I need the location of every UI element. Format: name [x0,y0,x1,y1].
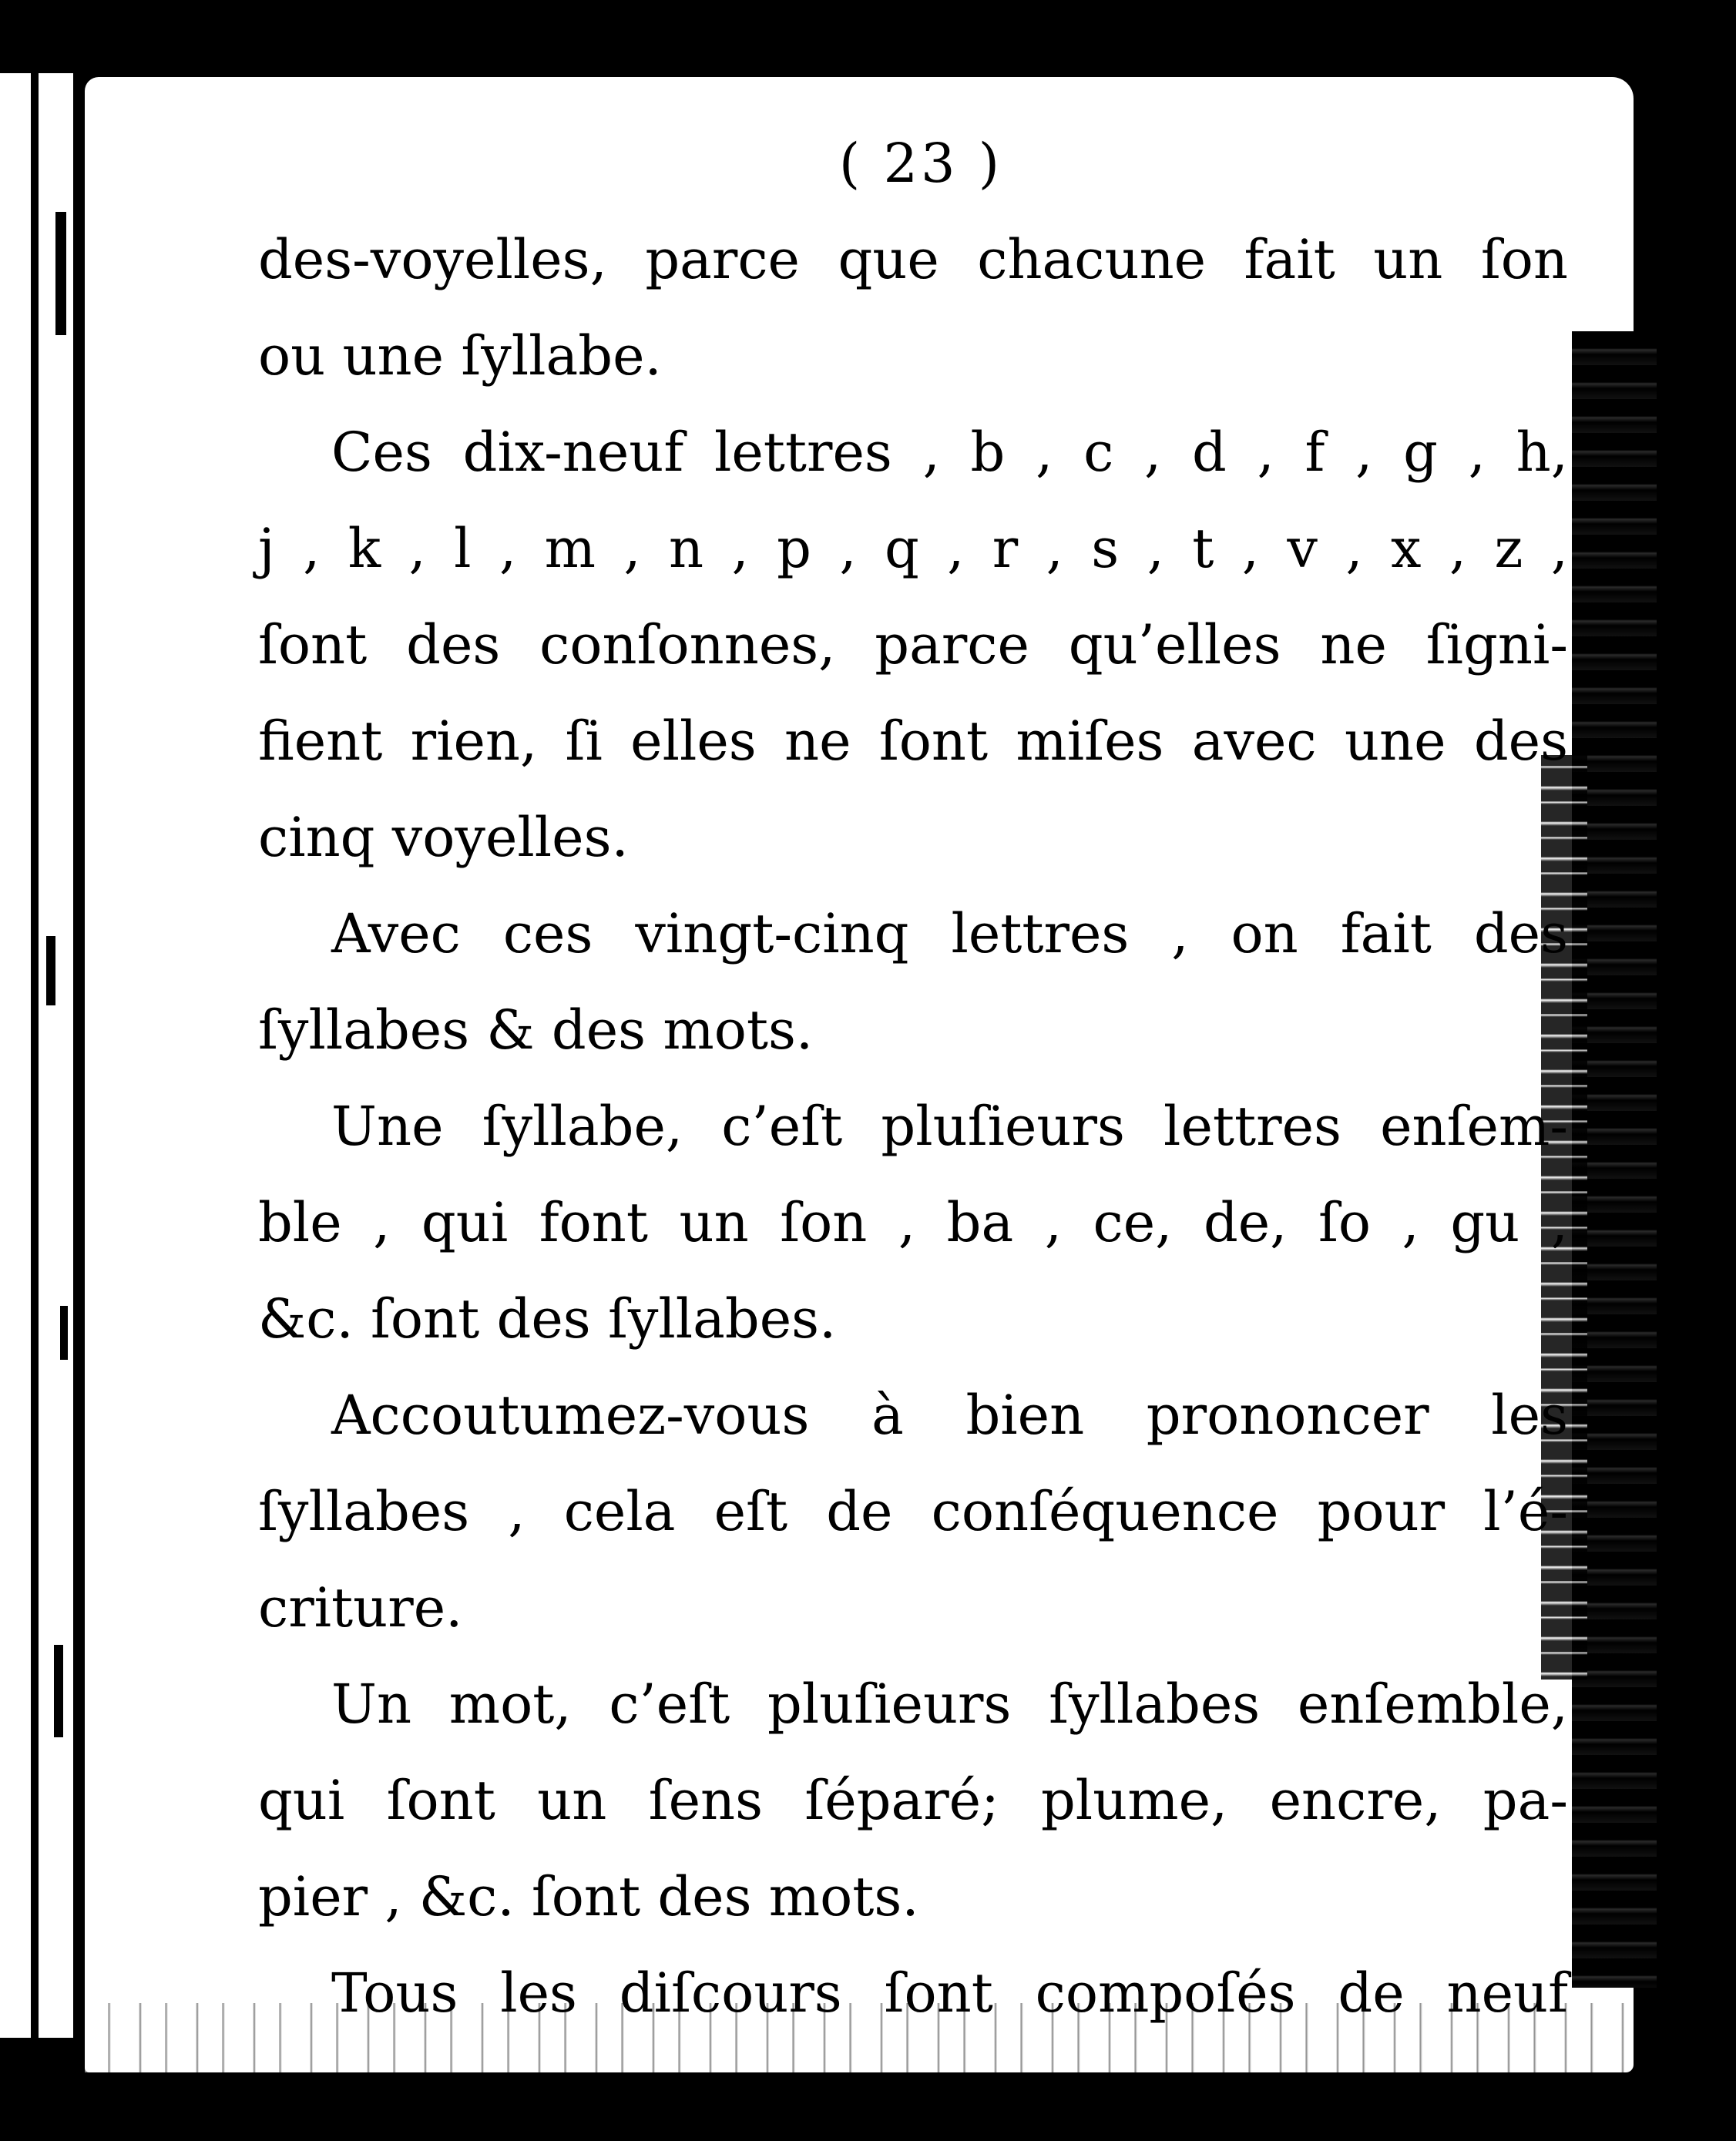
previous-page-edge [0,73,73,2038]
text-line: ſyllabes , cela eſt de conſéquence pour l’é- [258,1480,1568,1543]
text-line: cinq voyelles. [258,806,629,869]
page-number: ( 23 ) [838,132,1003,195]
text-line: &c. ſont des ſyllabes. [258,1287,837,1351]
text-line: Tous les diſcours ſont compoſés de neuf [331,1961,1568,2025]
text-line: Une ſyllabe, c’eſt pluſieurs lettres enſem- [331,1095,1568,1158]
text-line: criture. [258,1576,463,1639]
text-line: j , k , l , m , n , p , q , r , s , t , v , x , z , [258,517,1568,580]
text-line: ſont des conſonnes, parce qu’elles ne ſigni- [258,613,1568,676]
text-line: ou une ſyllabe. [258,324,662,388]
page-text [258,116,1568,2042]
text-line: ble , qui font un ſon , ba , ce, de, ſo , gu , [258,1191,1568,1254]
text-line: pier , &c. ſont des mots. [258,1865,919,1928]
text-line: ſyllabes & des mots. [258,998,814,1062]
text-line: fient rien, ſi elles ne ſont miſes avec une des [258,710,1568,773]
text-line: Un mot, c’eſt pluſieurs ſyllabes enſemble, [331,1673,1568,1736]
text-line: Avec ces vingt-cinq lettres , on fait des [331,902,1568,965]
text-line: des-voyelles, parce que chacune fait un ſon [258,228,1568,291]
text-line: Ces dix-neuf lettres , b , c , d , f , g , h, [331,421,1568,484]
text-line: qui ſont un ſens ſéparé; plume, encre, pa- [258,1769,1568,1832]
text-line: Accoutumez-vous à bien prononcer les [331,1384,1568,1447]
